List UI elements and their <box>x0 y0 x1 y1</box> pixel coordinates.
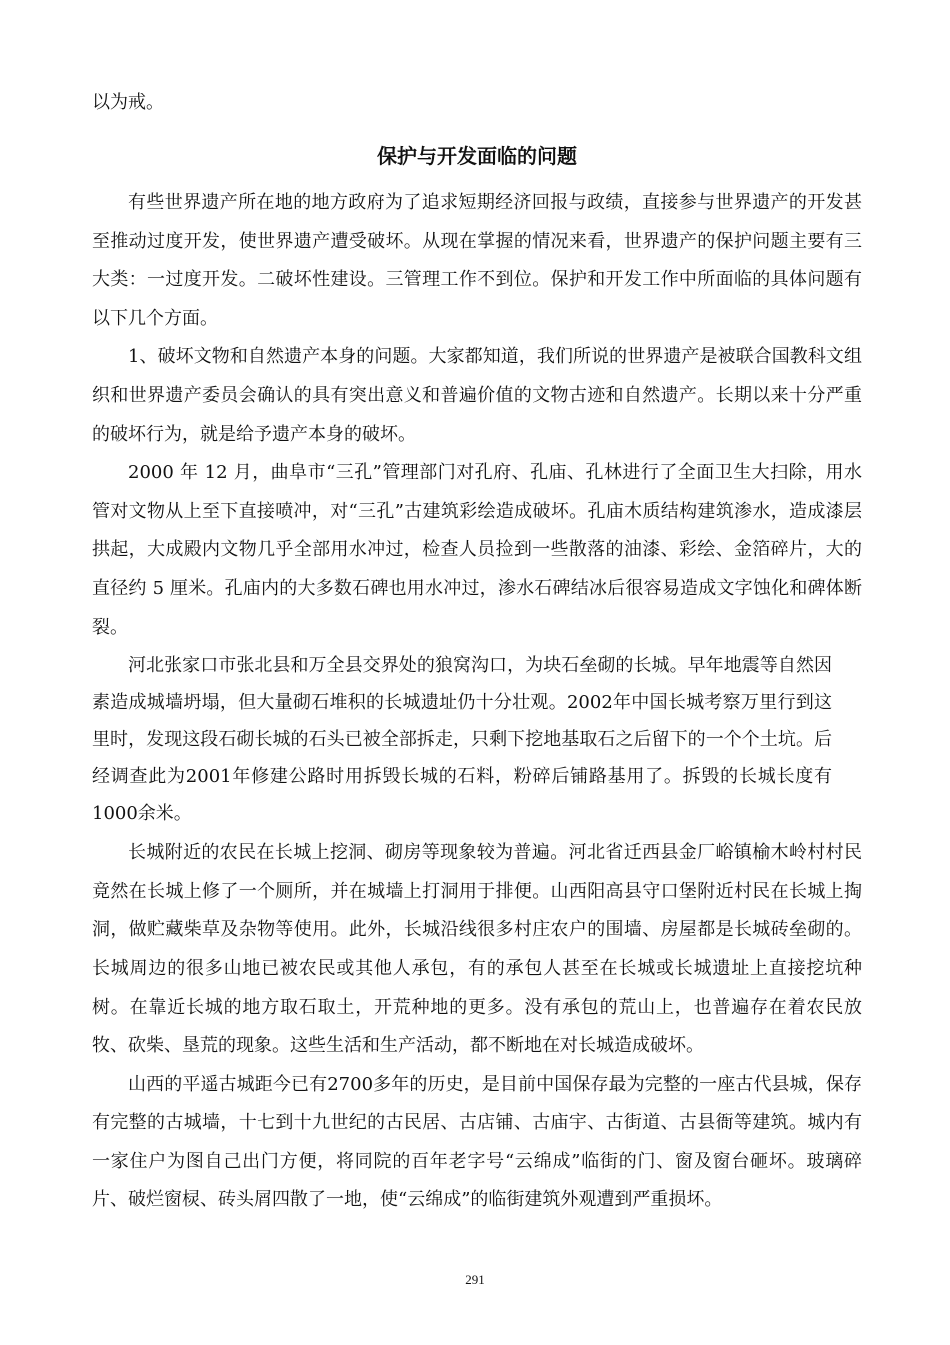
section-title: 保护与开发面临的问题 <box>377 144 577 168</box>
lead-fragment: 以为戒。 <box>92 92 164 113</box>
paragraph-intro: 有些世界遗产所在地的地方政府为了追求短期经济回报与政绩，直接参与世界遗产的开发甚至推动过度开发，使世界遗产遭受破坏。从现在掌握的情况来看，世界遗产的保护问题主要有三大类：一过度开发。二破坏性建设。三管理工作不到位。保护和开发工作中所面临的具体问题有以下几个方面。 <box>92 192 862 329</box>
paragraph-pingyao: 山西的平遥古城距今已有2700多年的历史，是目前中国保存最为完整的一座古代县城，保存有完整的古城墙，十七到十九世纪的古民居、古店铺、古庙宇、古街道、古县衙等建筑。城内有一家住户为图自己出门方便，将同院的百年老字号“云绵成”临街的门、窗及窗台砸坏。玻璃碎片、破烂窗棂、砖头屑四散了一地，使“云绵成”的临街建筑外观遭到严重损坏。 <box>92 1073 862 1211</box>
paragraph-zhangjiakou: 河北张家口市张北县和万全县交界处的狼窝沟口，为块石垒砌的长城。早年地震等自然因素造成城墙坍塌，但大量砌石堆积的长城遗址仍十分壮观。2002年中国长城考察万里行到这里时，发现这段石砌长城的石头已被全部拆走，只剩下挖地基取石之后留下的一个个土坑。后经调查此为2001年修建公路时用拆毁长城的石料，粉碎后铺路基用了。拆毁的长城长度有1000余米。 <box>92 655 832 825</box>
document-page <box>92 84 862 1220</box>
paragraph-qufu: 2000 年 12 月，曲阜市“三孔”管理部门对孔府、孔庙、孔林进行了全面卫生大扫除，用水管对文物从上至下直接喷冲，对“三孔”古建筑彩绘造成破坏。孔庙木质结构建筑渗水，造成漆层拱起，大成殿内文物几乎全部用水冲过，检查人员捡到一些散落的油漆、彩绘、金箔碎片，大的直径约 5 厘米。孔庙内的大多数石碑也用水冲过，渗水石碑结冰后很容易造成文字蚀化和碑体断裂。 <box>92 462 862 638</box>
page-number: 291 <box>465 1272 485 1287</box>
paragraph-point-1: 1、破坏文物和自然遗产本身的问题。大家都知道，我们所说的世界遗产是被联合国教科文组织和世界遗产委员会确认的具有突出意义和普遍价值的文物古迹和自然遗产。长期以来十分严重的破坏行为，就是给予遗产本身的破坏。 <box>92 346 862 445</box>
paragraph-great-wall: 长城附近的农民在长城上挖洞、砌房等现象较为普遍。河北省迁西县金厂峪镇榆木岭村村民竟然在长城上修了一个厕所，并在城墙上打洞用于排便。山西阳高县守口堡附近村民在长城上掏洞，做贮藏柴草及杂物等使用。此外，长城沿线很多村庄农户的围墙、房屋都是长城砖垒砌的。长城周边的很多山地已被农民或其他人承包，有的承包人甚至在长城或长城遗址上直接挖坑种树。在靠近长城的地方取石取土，开荒种地的更多。没有承包的荒山上，也普遍存在着农民放牧、砍柴、垦荒的现象。这些生活和生产活动，都不断地在对长城造成破坏。 <box>92 842 862 1057</box>
